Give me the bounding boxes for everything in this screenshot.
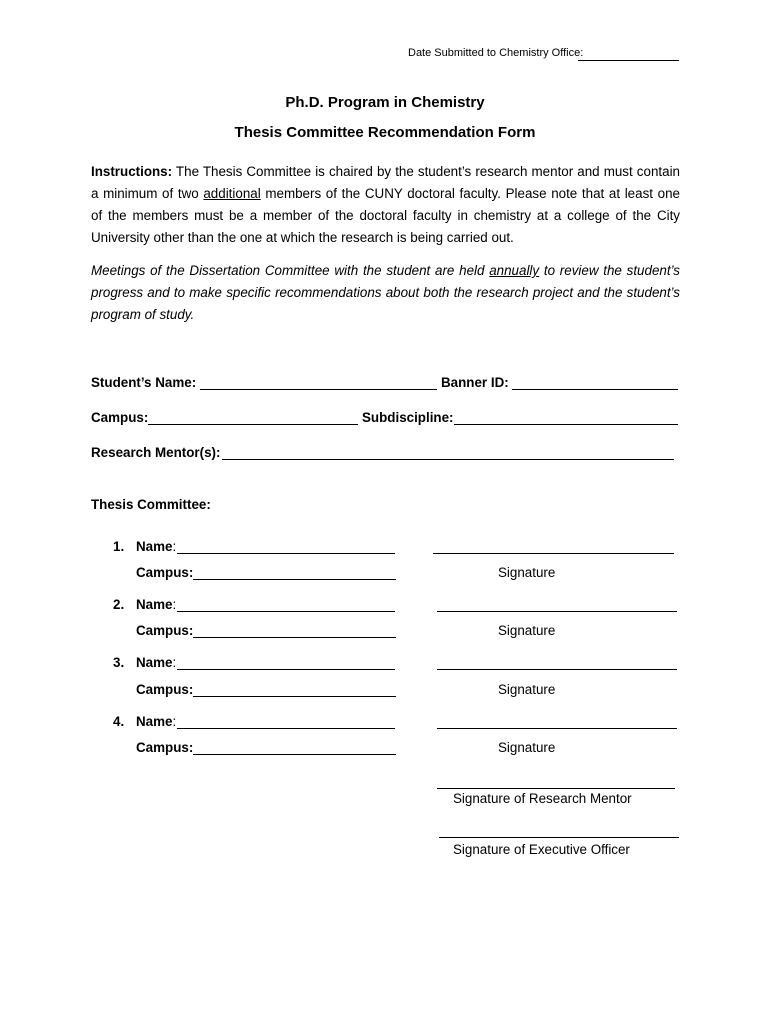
member-4-number: 4.	[113, 714, 125, 729]
member-4-name-label	[136, 714, 176, 729]
subdiscipline-field[interactable]	[454, 424, 678, 425]
program-title: Ph.D. Program in Chemistry	[285, 94, 485, 111]
member-3-campus-label: Campus:	[136, 682, 194, 697]
member-1-campus-field[interactable]	[193, 579, 396, 580]
meetings-paragraph	[91, 260, 680, 326]
form-title: Thesis Committee Recommendation Form	[234, 124, 536, 141]
name-label-text: Name	[136, 655, 173, 670]
member-2-campus-label: Campus:	[136, 623, 194, 638]
date-submitted-field[interactable]	[578, 60, 679, 61]
instructions-emphasis: additional	[203, 186, 261, 201]
executive-officer-signature-field[interactable]	[439, 837, 679, 838]
member-4-signature-label: Signature	[498, 740, 556, 755]
member-1-signature-label: Signature	[498, 565, 556, 580]
member-3-signature-field[interactable]	[437, 669, 677, 670]
instructions-text-2: members of the CUNY doctoral faculty. Please note that at least one of the members must be a member of the doctoral faculty in chemistry at a college of the City University other than the one at which the research is being carried out.	[91, 186, 680, 245]
member-1-name-field[interactable]	[177, 553, 395, 554]
member-4-signature-field[interactable]	[437, 728, 677, 729]
member-1-campus-label: Campus:	[136, 565, 194, 580]
date-submitted-label: Date Submitted to Chemistry Office:	[408, 47, 584, 59]
member-1-signature-field[interactable]	[433, 553, 674, 554]
member-2-number: 2.	[113, 597, 125, 612]
instructions-paragraph	[91, 161, 680, 249]
name-colon: :	[172, 655, 177, 670]
meetings-text-1: Meetings of the Dissertation Committee with the student are held	[91, 263, 490, 278]
banner-id-field[interactable]	[512, 389, 678, 390]
member-1-name-label	[136, 539, 176, 554]
member-4-name-field[interactable]	[177, 728, 395, 729]
name-colon: :	[172, 597, 177, 612]
name-colon: :	[172, 714, 177, 729]
member-3-name-label	[136, 655, 176, 670]
name-label-text: Name	[136, 539, 173, 554]
campus-label: Campus:	[91, 410, 149, 425]
research-mentor-signature-label: Signature of Research Mentor	[453, 791, 632, 806]
member-3-campus-field[interactable]	[193, 696, 396, 697]
meetings-text-2: to review the student’s progress and to make specific recommendations about both the research project and the student’s program of study.	[91, 263, 680, 322]
instructions-text-1: The Thesis Committee is chaired by the student’s research mentor and must contain a minimum of two	[91, 164, 680, 201]
member-3-signature-label: Signature	[498, 682, 556, 697]
member-2-campus-field[interactable]	[193, 637, 396, 638]
member-2-name-field[interactable]	[177, 611, 395, 612]
member-4-campus-label: Campus:	[136, 740, 194, 755]
member-3-number: 3.	[113, 655, 125, 670]
student-name-field[interactable]	[200, 389, 437, 390]
research-mentor-field[interactable]	[222, 459, 674, 460]
name-colon: :	[172, 539, 177, 554]
student-name-label: Student’s Name:	[91, 375, 197, 390]
name-label-text: Name	[136, 714, 173, 729]
member-2-signature-field[interactable]	[437, 611, 677, 612]
banner-id-label: Banner ID:	[441, 375, 509, 390]
research-mentor-signature-field[interactable]	[437, 788, 675, 789]
subdiscipline-label: Subdiscipline:	[362, 410, 454, 425]
member-2-signature-label: Signature	[498, 623, 556, 638]
member-2-name-label	[136, 597, 176, 612]
executive-officer-signature-label: Signature of Executive Officer	[453, 842, 630, 857]
instructions-label: Instructions:	[91, 164, 173, 179]
meetings-emphasis: annually	[489, 263, 540, 278]
name-label-text: Name	[136, 597, 173, 612]
member-1-number: 1.	[113, 539, 125, 554]
campus-field[interactable]	[148, 424, 358, 425]
member-4-campus-field[interactable]	[193, 754, 396, 755]
thesis-committee-heading: Thesis Committee:	[91, 497, 211, 512]
member-3-name-field[interactable]	[177, 669, 395, 670]
research-mentor-label: Research Mentor(s):	[91, 445, 221, 460]
